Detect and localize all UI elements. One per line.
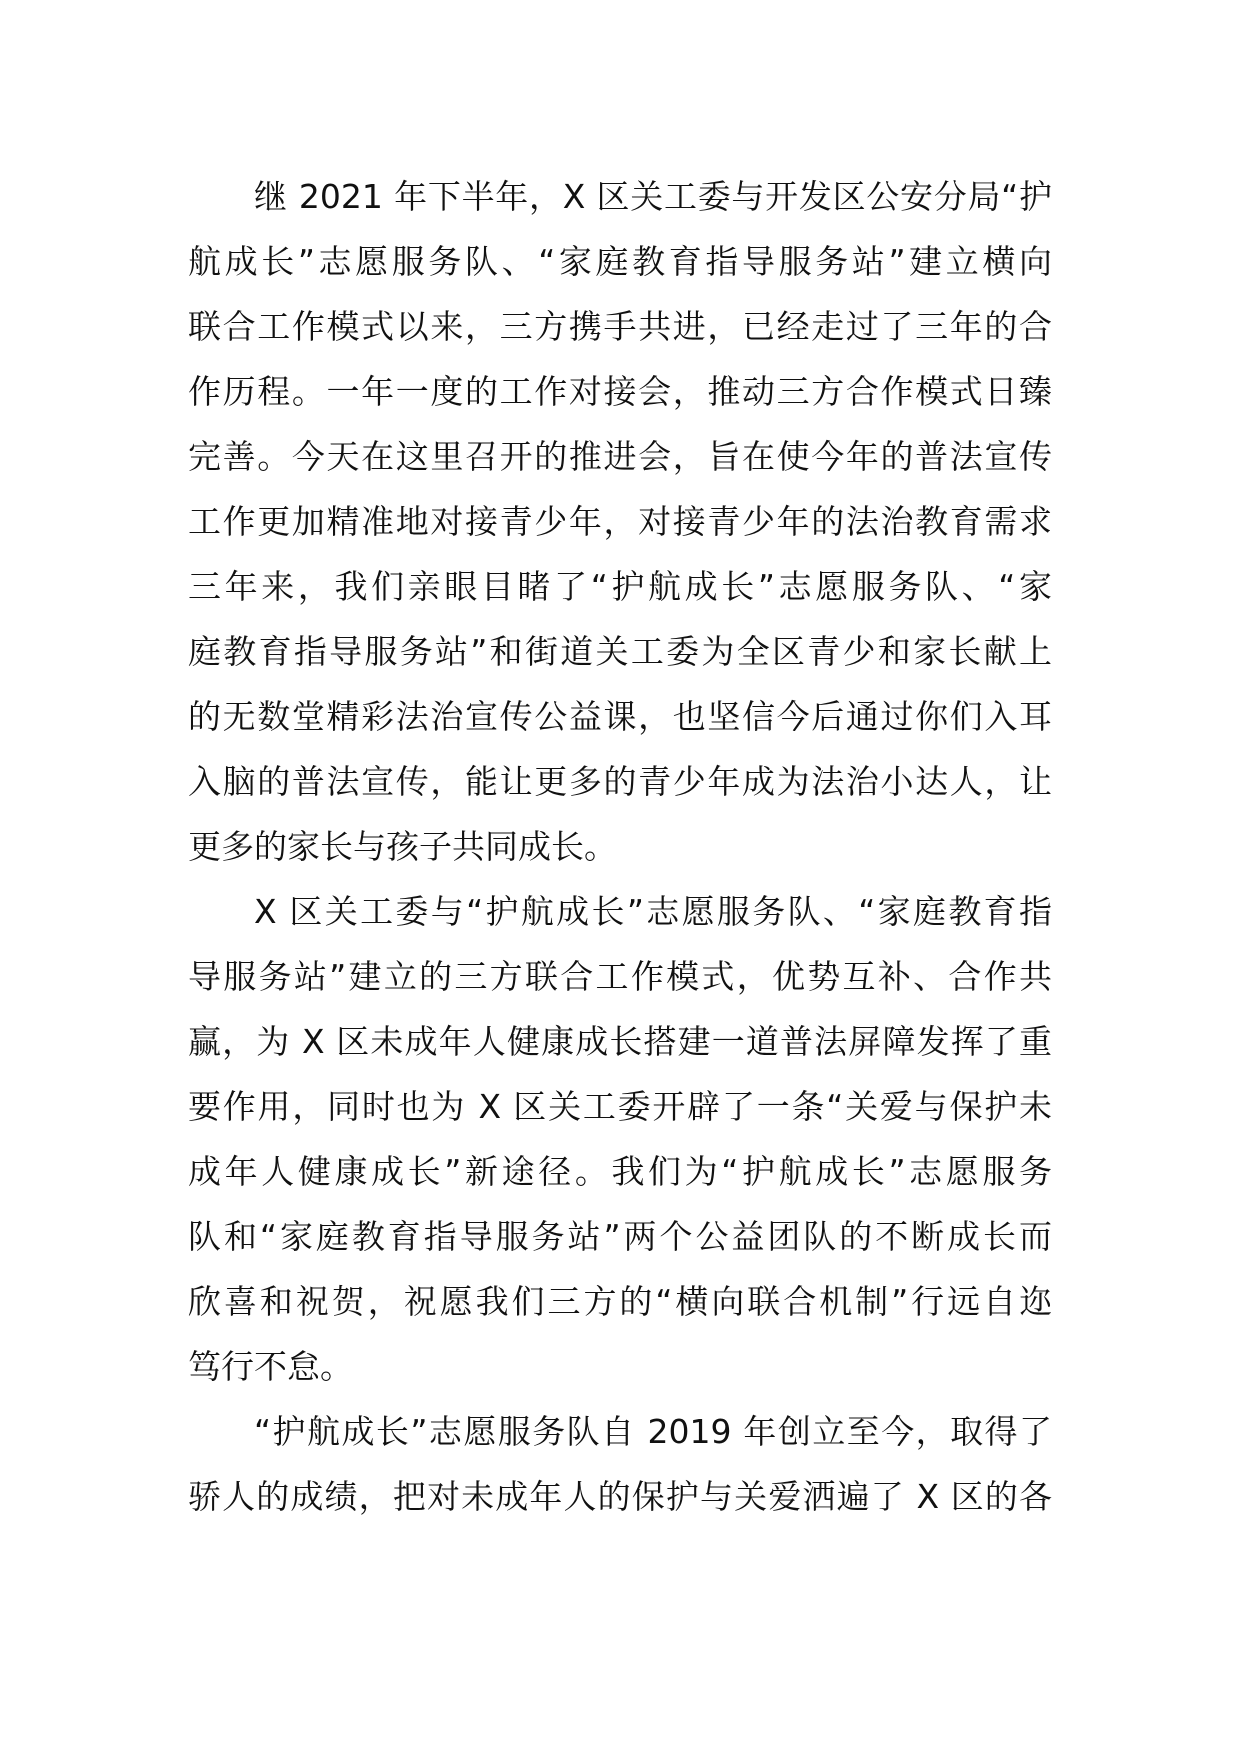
text-line: 导服务站”建立的三方联合工作模式，优势互补、合作共	[188, 957, 1052, 996]
text-line: “护航成长”志愿服务队自 2019 年创立至今，取得了	[254, 1412, 1052, 1451]
text-line: X 区关工委与“护航成长”志愿服务队、“家庭教育指	[254, 892, 1052, 931]
paragraph-3	[188, 1399, 1052, 1529]
text-line: 赢，为 X 区未成年人健康成长搭建一道普法屏障发挥了重	[188, 1022, 1052, 1061]
text-line: 庭教育指导服务站”和街道关工委为全区青少和家长献上	[188, 632, 1052, 671]
text-line: 入脑的普法宣传，能让更多的青少年成为法治小达人，让	[188, 762, 1052, 801]
text-line: 联合工作模式以来，三方携手共进，已经走过了三年的合	[188, 307, 1052, 346]
text-line: 笃行不怠。	[188, 1347, 353, 1386]
text-line: 三年来，我们亲眼目睹了“护航成长”志愿服务队、“家	[188, 567, 1052, 606]
document-body	[188, 164, 1052, 1529]
paragraph-2	[188, 879, 1052, 1399]
text-line: 工作更加精准地对接青少年，对接青少年的法治教育需求	[188, 502, 1052, 541]
text-line: 的无数堂精彩法治宣传公益课，也坚信今后通过你们入耳	[188, 697, 1052, 736]
text-line: 骄人的成绩，把对未成年人的保护与关爱洒遍了 X 区的各	[188, 1477, 1052, 1516]
text-line: 航成长”志愿服务队、“家庭教育指导服务站”建立横向	[188, 242, 1052, 281]
text-line: 要作用，同时也为 X 区关工委开辟了一条“关爱与保护未	[188, 1087, 1052, 1126]
text-line: 作历程。一年一度的工作对接会，推动三方合作模式日臻	[188, 372, 1052, 411]
paragraph-1	[188, 164, 1052, 879]
text-line: 队和“家庭教育指导服务站”两个公益团队的不断成长而	[188, 1217, 1052, 1256]
text-line: 更多的家长与孩子共同成长。	[188, 827, 617, 866]
text-line: 成年人健康成长”新途径。我们为“护航成长”志愿服务	[188, 1152, 1052, 1191]
text-line: 完善。今天在这里召开的推进会，旨在使今年的普法宣传	[188, 437, 1052, 476]
text-line: 欣喜和祝贺，祝愿我们三方的“横向联合机制”行远自迩	[188, 1282, 1052, 1321]
text-line: 继 2021 年下半年，X 区关工委与开发区公安分局“护	[254, 177, 1052, 216]
